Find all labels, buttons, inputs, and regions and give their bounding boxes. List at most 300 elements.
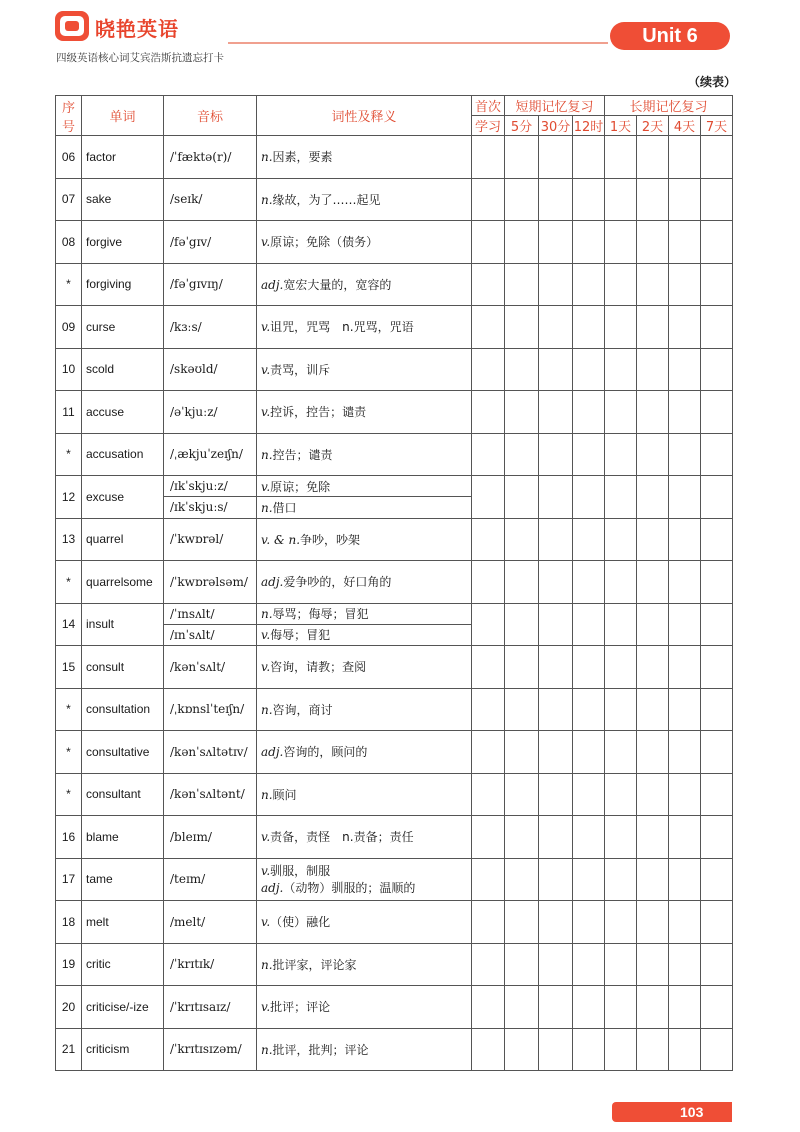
definition xyxy=(257,391,472,434)
review-checkbox[interactable] xyxy=(472,263,505,306)
review-checkbox[interactable] xyxy=(472,986,505,1029)
review-checkbox[interactable] xyxy=(701,178,733,221)
definition-text: 原谅；免除（债务） xyxy=(270,235,379,250)
review-checkbox[interactable] xyxy=(701,306,733,349)
part-of-speech: adj. xyxy=(261,881,284,896)
review-checkbox[interactable] xyxy=(605,731,637,774)
column-header-first-study-top: 首次 xyxy=(472,96,505,116)
part-of-speech: n. xyxy=(261,787,273,802)
definition xyxy=(257,816,472,859)
definition-text: 责骂，训斥 xyxy=(270,362,331,377)
review-checkbox[interactable] xyxy=(505,773,539,816)
table-row xyxy=(56,433,733,476)
review-checkbox[interactable] xyxy=(505,391,539,434)
review-checkbox[interactable] xyxy=(669,603,701,646)
review-checkbox[interactable] xyxy=(669,221,701,264)
review-checkbox[interactable] xyxy=(605,561,637,604)
review-checkbox[interactable] xyxy=(472,603,505,646)
definition-text: 爱争吵的，好口角的 xyxy=(283,575,392,590)
definition-text: 控告；谴责 xyxy=(272,447,333,462)
review-checkbox[interactable] xyxy=(669,646,701,689)
review-checkbox[interactable] xyxy=(505,348,539,391)
review-checkbox[interactable] xyxy=(637,433,669,476)
table-row xyxy=(56,476,733,497)
review-checkbox[interactable] xyxy=(701,986,733,1029)
definition xyxy=(257,646,472,689)
review-checkbox[interactable] xyxy=(637,476,669,519)
definition-text: 批评，批判；评论 xyxy=(272,1042,369,1057)
review-checkbox[interactable] xyxy=(505,901,539,944)
definition xyxy=(257,1028,472,1071)
row-number: * xyxy=(56,773,82,816)
review-checkbox[interactable] xyxy=(505,476,539,519)
definition xyxy=(257,497,472,518)
review-checkbox[interactable] xyxy=(472,433,505,476)
part-of-speech: v. xyxy=(261,915,271,930)
review-checkbox[interactable] xyxy=(505,178,539,221)
definition-text: 咨询，请教；查阅 xyxy=(270,660,367,675)
review-checkbox[interactable] xyxy=(505,518,539,561)
review-checkbox[interactable] xyxy=(505,136,539,179)
review-checkbox[interactable] xyxy=(701,816,733,859)
definition-text: 咨询的，顾问的 xyxy=(283,745,368,760)
review-checkbox[interactable] xyxy=(669,901,701,944)
review-checkbox[interactable] xyxy=(701,1028,733,1071)
phonetic: /ˈkwɒrəl/ xyxy=(164,518,257,561)
review-checkbox[interactable] xyxy=(701,136,733,179)
part-of-speech: v. xyxy=(261,830,271,845)
row-number: 16 xyxy=(56,816,82,859)
table-row xyxy=(56,901,733,944)
review-checkbox[interactable] xyxy=(573,391,605,434)
review-checkbox[interactable] xyxy=(605,221,637,264)
review-checkbox[interactable] xyxy=(637,858,669,901)
word: sake xyxy=(82,178,164,221)
definition xyxy=(257,476,472,497)
review-checkbox[interactable] xyxy=(539,433,573,476)
review-checkbox[interactable] xyxy=(573,518,605,561)
table-row xyxy=(56,646,733,689)
word: consultation xyxy=(82,688,164,731)
table-row xyxy=(56,306,733,349)
phonetic: /skəʊld/ xyxy=(164,348,257,391)
review-checkbox[interactable] xyxy=(701,476,733,519)
review-checkbox[interactable] xyxy=(505,433,539,476)
review-checkbox[interactable] xyxy=(605,943,637,986)
review-checkbox[interactable] xyxy=(472,773,505,816)
row-number: * xyxy=(56,688,82,731)
definition xyxy=(257,306,472,349)
review-checkbox[interactable] xyxy=(637,263,669,306)
definition-text: 咨询，商讨 xyxy=(272,702,333,717)
phonetic: /ɪkˈskjuːs/ xyxy=(164,497,257,518)
definition xyxy=(257,348,472,391)
column-header-30min: 30分 xyxy=(539,116,573,136)
review-checkbox[interactable] xyxy=(701,603,733,646)
review-checkbox[interactable] xyxy=(669,688,701,731)
definition-text: （使）融化 xyxy=(270,915,331,930)
table-row xyxy=(56,1028,733,1071)
definition xyxy=(257,858,472,901)
review-checkbox[interactable] xyxy=(505,603,539,646)
row-number: 12 xyxy=(56,476,82,519)
review-checkbox[interactable] xyxy=(472,688,505,731)
word: consultant xyxy=(82,773,164,816)
word: criticise/-ize xyxy=(82,986,164,1029)
review-checkbox[interactable] xyxy=(669,943,701,986)
review-checkbox[interactable] xyxy=(505,858,539,901)
row-number: 17 xyxy=(56,858,82,901)
definition-text: 责备，责怪 n.责备；责任 xyxy=(270,830,414,845)
part-of-speech: n. xyxy=(261,192,273,207)
word: factor xyxy=(82,136,164,179)
review-checkbox[interactable] xyxy=(539,561,573,604)
review-checkbox[interactable] xyxy=(539,518,573,561)
definition xyxy=(257,688,472,731)
word: scold xyxy=(82,348,164,391)
review-checkbox[interactable] xyxy=(605,136,637,179)
review-checkbox[interactable] xyxy=(637,348,669,391)
row-number: * xyxy=(56,731,82,774)
review-checkbox[interactable] xyxy=(701,518,733,561)
review-checkbox[interactable] xyxy=(573,816,605,859)
review-checkbox[interactable] xyxy=(605,816,637,859)
review-checkbox[interactable] xyxy=(472,221,505,264)
definition xyxy=(257,943,472,986)
part-of-speech: adj. xyxy=(261,575,284,590)
review-checkbox[interactable] xyxy=(539,986,573,1029)
review-checkbox[interactable] xyxy=(605,986,637,1029)
definition-text: 辱骂；侮辱；冒犯 xyxy=(272,607,369,622)
phonetic: /ˈfæktə(r)/ xyxy=(164,136,257,179)
review-checkbox[interactable] xyxy=(701,221,733,264)
review-checkbox[interactable] xyxy=(505,263,539,306)
review-checkbox[interactable] xyxy=(539,858,573,901)
review-checkbox[interactable] xyxy=(539,348,573,391)
review-checkbox[interactable] xyxy=(505,731,539,774)
table-row xyxy=(56,858,733,901)
review-checkbox[interactable] xyxy=(637,816,669,859)
row-number: 10 xyxy=(56,348,82,391)
review-checkbox[interactable] xyxy=(701,731,733,774)
table-row xyxy=(56,688,733,731)
review-checkbox[interactable] xyxy=(637,943,669,986)
column-header-12h: 12时 xyxy=(573,116,605,136)
review-checkbox[interactable] xyxy=(605,901,637,944)
row-number: 13 xyxy=(56,518,82,561)
part-of-speech: v. & n. xyxy=(261,532,301,547)
review-checkbox[interactable] xyxy=(573,646,605,689)
review-checkbox[interactable] xyxy=(472,391,505,434)
column-header-4day: 4天 xyxy=(669,116,701,136)
review-checkbox[interactable] xyxy=(573,603,605,646)
review-checkbox[interactable] xyxy=(605,306,637,349)
definition-text: （动物）驯服的；温顺的 xyxy=(283,881,416,896)
review-checkbox[interactable] xyxy=(505,1028,539,1071)
review-checkbox[interactable] xyxy=(505,646,539,689)
review-checkbox[interactable] xyxy=(472,1028,505,1071)
review-checkbox[interactable] xyxy=(472,901,505,944)
table-row xyxy=(56,391,733,434)
part-of-speech: v. xyxy=(261,1000,271,1015)
table-row xyxy=(56,263,733,306)
review-checkbox[interactable] xyxy=(573,476,605,519)
column-header-phonetic: 音标 xyxy=(164,96,257,136)
part-of-speech: n. xyxy=(261,150,273,165)
review-checkbox[interactable] xyxy=(472,476,505,519)
review-checkbox[interactable] xyxy=(605,433,637,476)
review-checkbox[interactable] xyxy=(539,816,573,859)
review-checkbox[interactable] xyxy=(505,943,539,986)
brand-name: 晓艳英语 xyxy=(95,17,179,41)
review-checkbox[interactable] xyxy=(701,391,733,434)
review-checkbox[interactable] xyxy=(539,178,573,221)
review-checkbox[interactable] xyxy=(637,518,669,561)
review-checkbox[interactable] xyxy=(669,348,701,391)
review-checkbox[interactable] xyxy=(669,518,701,561)
row-number: * xyxy=(56,433,82,476)
word: tame xyxy=(82,858,164,901)
review-checkbox[interactable] xyxy=(573,348,605,391)
review-checkbox[interactable] xyxy=(573,773,605,816)
review-checkbox[interactable] xyxy=(472,943,505,986)
review-checkbox[interactable] xyxy=(669,858,701,901)
part-of-speech: v. xyxy=(261,362,271,377)
page-number-bar xyxy=(612,1102,732,1122)
part-of-speech: v. xyxy=(261,479,271,494)
review-checkbox[interactable] xyxy=(701,943,733,986)
review-checkbox[interactable] xyxy=(573,986,605,1029)
review-checkbox[interactable] xyxy=(637,731,669,774)
review-checkbox[interactable] xyxy=(539,901,573,944)
review-checkbox[interactable] xyxy=(472,858,505,901)
review-checkbox[interactable] xyxy=(605,603,637,646)
review-checkbox[interactable] xyxy=(472,518,505,561)
review-checkbox[interactable] xyxy=(637,561,669,604)
review-checkbox[interactable] xyxy=(573,561,605,604)
review-checkbox[interactable] xyxy=(573,688,605,731)
review-checkbox[interactable] xyxy=(472,731,505,774)
review-checkbox[interactable] xyxy=(605,391,637,434)
review-checkbox[interactable] xyxy=(472,136,505,179)
definition xyxy=(257,624,472,645)
review-checkbox[interactable] xyxy=(669,476,701,519)
review-checkbox[interactable] xyxy=(539,731,573,774)
review-checkbox[interactable] xyxy=(669,178,701,221)
review-checkbox[interactable] xyxy=(573,943,605,986)
review-checkbox[interactable] xyxy=(605,178,637,221)
review-checkbox[interactable] xyxy=(637,221,669,264)
review-checkbox[interactable] xyxy=(472,816,505,859)
review-checkbox[interactable] xyxy=(573,731,605,774)
review-checkbox[interactable] xyxy=(637,391,669,434)
definition-text: 因素，要素 xyxy=(272,150,333,165)
definition-text: 批评家，评论家 xyxy=(272,957,357,972)
table-row xyxy=(56,943,733,986)
word: forgive xyxy=(82,221,164,264)
review-checkbox[interactable] xyxy=(573,136,605,179)
review-checkbox[interactable] xyxy=(701,688,733,731)
review-checkbox[interactable] xyxy=(472,561,505,604)
review-checkbox[interactable] xyxy=(637,603,669,646)
review-checkbox[interactable] xyxy=(669,986,701,1029)
part-of-speech: v. xyxy=(261,628,271,643)
review-checkbox[interactable] xyxy=(539,943,573,986)
phonetic: /kənˈsʌltətɪv/ xyxy=(164,731,257,774)
review-checkbox[interactable] xyxy=(669,306,701,349)
phonetic: /melt/ xyxy=(164,901,257,944)
definition-text: 顾问 xyxy=(272,787,297,802)
review-checkbox[interactable] xyxy=(669,136,701,179)
review-checkbox[interactable] xyxy=(605,476,637,519)
table-row xyxy=(56,986,733,1029)
phonetic: /kənˈsʌlt/ xyxy=(164,646,257,689)
word: blame xyxy=(82,816,164,859)
review-checkbox[interactable] xyxy=(505,816,539,859)
word: forgiving xyxy=(82,263,164,306)
word: consultative xyxy=(82,731,164,774)
table-row xyxy=(56,773,733,816)
review-checkbox[interactable] xyxy=(573,433,605,476)
part-of-speech: n. xyxy=(261,957,273,972)
definition xyxy=(257,773,472,816)
review-checkbox[interactable] xyxy=(539,646,573,689)
column-header-word: 单词 xyxy=(82,96,164,136)
review-checkbox[interactable] xyxy=(701,433,733,476)
definition xyxy=(257,433,472,476)
definition-text: 借口 xyxy=(272,500,297,515)
review-checkbox[interactable] xyxy=(701,263,733,306)
review-checkbox[interactable] xyxy=(539,688,573,731)
column-header-5min: 5分 xyxy=(505,116,539,136)
review-checkbox[interactable] xyxy=(605,858,637,901)
phonetic: /ˈkwɒrəlsəm/ xyxy=(164,561,257,604)
part-of-speech: v. xyxy=(261,235,271,250)
review-checkbox[interactable] xyxy=(701,561,733,604)
review-checkbox[interactable] xyxy=(573,263,605,306)
word: curse xyxy=(82,306,164,349)
row-number: 15 xyxy=(56,646,82,689)
table-row xyxy=(56,348,733,391)
column-header-1day: 1天 xyxy=(605,116,637,136)
review-checkbox[interactable] xyxy=(472,306,505,349)
review-checkbox[interactable] xyxy=(505,561,539,604)
word: quarrelsome xyxy=(82,561,164,604)
review-checkbox[interactable] xyxy=(701,773,733,816)
review-checkbox[interactable] xyxy=(539,136,573,179)
definition xyxy=(257,561,472,604)
review-checkbox[interactable] xyxy=(539,1028,573,1071)
column-header-short-term: 短期记忆复习 xyxy=(505,96,605,116)
review-checkbox[interactable] xyxy=(539,476,573,519)
review-checkbox[interactable] xyxy=(605,646,637,689)
review-checkbox[interactable] xyxy=(669,1028,701,1071)
review-checkbox[interactable] xyxy=(605,773,637,816)
review-checkbox[interactable] xyxy=(669,816,701,859)
review-checkbox[interactable] xyxy=(637,178,669,221)
review-checkbox[interactable] xyxy=(539,391,573,434)
phonetic: /ˌækjuˈzeɪʃn/ xyxy=(164,433,257,476)
review-checkbox[interactable] xyxy=(637,136,669,179)
review-checkbox[interactable] xyxy=(505,306,539,349)
brand-logo-icon xyxy=(54,10,90,42)
review-checkbox[interactable] xyxy=(605,1028,637,1071)
definition-text: 宽宏大量的，宽容的 xyxy=(283,277,392,292)
phonetic: /bleɪm/ xyxy=(164,816,257,859)
review-checkbox[interactable] xyxy=(605,518,637,561)
review-checkbox[interactable] xyxy=(669,731,701,774)
review-checkbox[interactable] xyxy=(669,561,701,604)
definition-text: 批评；评论 xyxy=(270,1000,331,1015)
review-checkbox[interactable] xyxy=(637,986,669,1029)
review-checkbox[interactable] xyxy=(637,1028,669,1071)
review-checkbox[interactable] xyxy=(539,306,573,349)
row-number: 06 xyxy=(56,136,82,179)
review-checkbox[interactable] xyxy=(539,603,573,646)
review-checkbox[interactable] xyxy=(637,901,669,944)
review-checkbox[interactable] xyxy=(472,646,505,689)
review-checkbox[interactable] xyxy=(637,688,669,731)
review-checkbox[interactable] xyxy=(573,1028,605,1071)
review-checkbox[interactable] xyxy=(573,178,605,221)
row-number: * xyxy=(56,561,82,604)
table-row xyxy=(56,221,733,264)
phonetic: /ˈkrɪtɪk/ xyxy=(164,943,257,986)
column-header-definition: 词性及释义 xyxy=(257,96,472,136)
review-checkbox[interactable] xyxy=(539,221,573,264)
review-checkbox[interactable] xyxy=(505,688,539,731)
column-header-long-term: 长期记忆复习 xyxy=(605,96,733,116)
review-checkbox[interactable] xyxy=(669,391,701,434)
phonetic: /teɪm/ xyxy=(164,858,257,901)
review-checkbox[interactable] xyxy=(472,348,505,391)
review-checkbox[interactable] xyxy=(701,646,733,689)
part-of-speech: adj. xyxy=(261,745,284,760)
review-checkbox[interactable] xyxy=(701,858,733,901)
part-of-speech: v. xyxy=(261,660,271,675)
review-checkbox[interactable] xyxy=(605,263,637,306)
review-checkbox[interactable] xyxy=(669,263,701,306)
table-row xyxy=(56,561,733,604)
review-checkbox[interactable] xyxy=(539,263,573,306)
review-checkbox[interactable] xyxy=(573,901,605,944)
vocabulary-table xyxy=(55,95,733,1071)
row-number: 09 xyxy=(56,306,82,349)
review-checkbox[interactable] xyxy=(701,348,733,391)
review-checkbox[interactable] xyxy=(605,688,637,731)
review-checkbox[interactable] xyxy=(573,306,605,349)
review-checkbox[interactable] xyxy=(539,773,573,816)
review-checkbox[interactable] xyxy=(669,433,701,476)
review-checkbox[interactable] xyxy=(505,986,539,1029)
review-checkbox[interactable] xyxy=(637,306,669,349)
review-checkbox[interactable] xyxy=(701,901,733,944)
word: accuse xyxy=(82,391,164,434)
review-checkbox[interactable] xyxy=(573,221,605,264)
review-checkbox[interactable] xyxy=(669,773,701,816)
review-checkbox[interactable] xyxy=(637,646,669,689)
word: consult xyxy=(82,646,164,689)
definition xyxy=(257,731,472,774)
row-number: 21 xyxy=(56,1028,82,1071)
review-checkbox[interactable] xyxy=(472,178,505,221)
row-number: 19 xyxy=(56,943,82,986)
definition xyxy=(257,136,472,179)
review-checkbox[interactable] xyxy=(605,348,637,391)
review-checkbox[interactable] xyxy=(573,858,605,901)
review-checkbox[interactable] xyxy=(505,221,539,264)
review-checkbox[interactable] xyxy=(637,773,669,816)
